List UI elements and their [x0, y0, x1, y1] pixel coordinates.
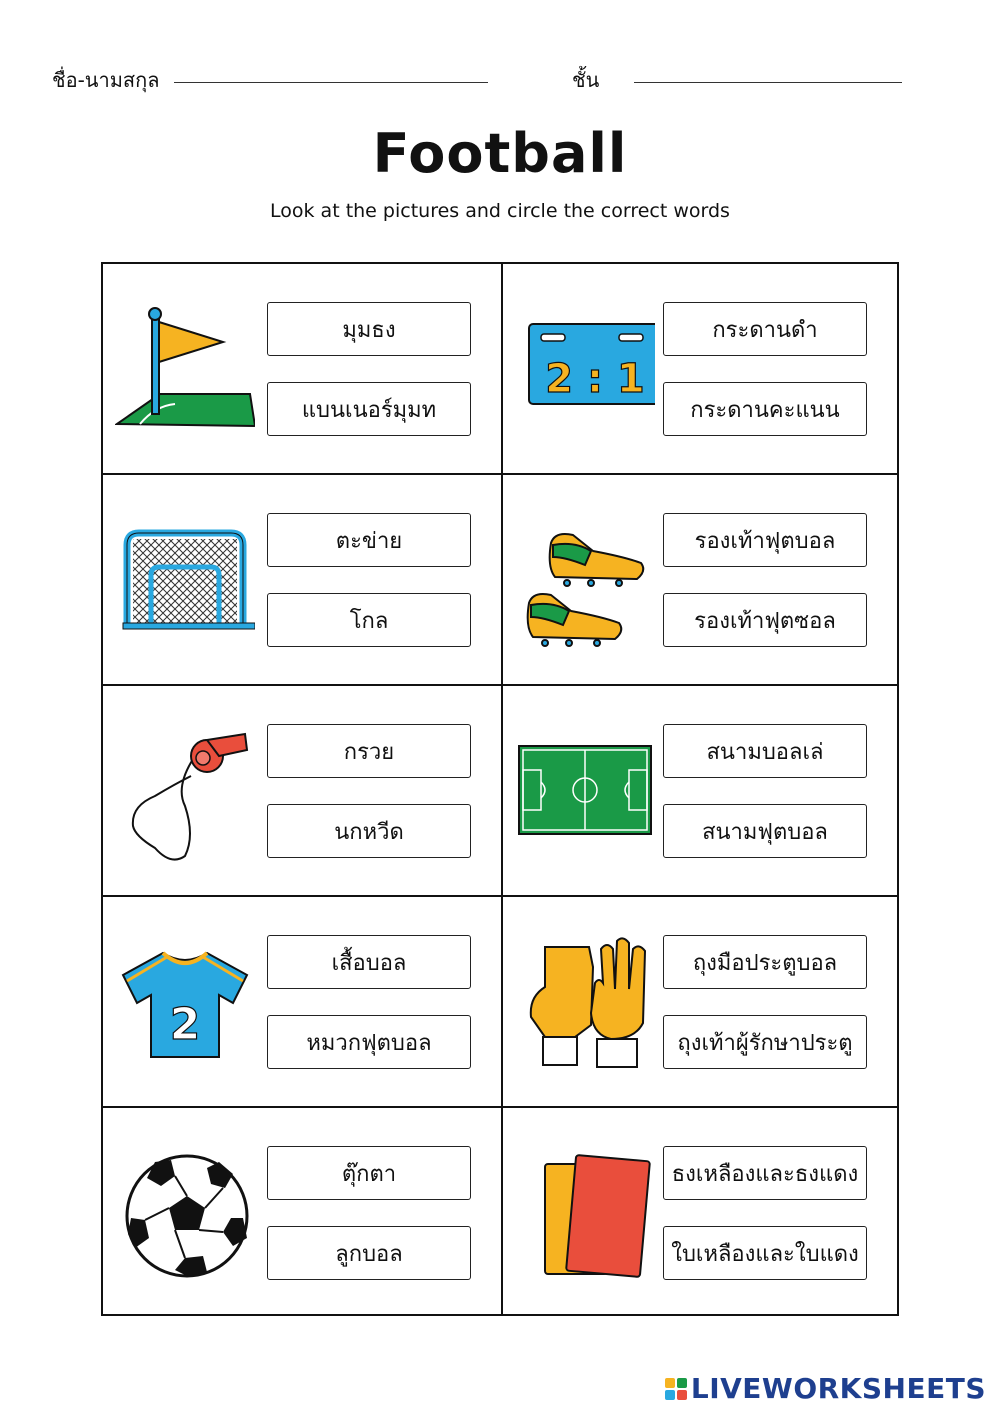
question-cell — [503, 475, 901, 685]
jersey-number: 2 — [169, 999, 201, 1050]
answer-option[interactable]: ตะข่าย — [267, 513, 471, 567]
logo-text: LIVEWORKSHEETS — [690, 1372, 986, 1405]
soccer-ball-icon — [115, 1138, 255, 1288]
football-pitch-icon — [515, 716, 655, 866]
logo-mark-icon — [665, 1378, 687, 1400]
answer-option[interactable]: สนามฟุตบอล — [663, 804, 867, 858]
football-boots-icon — [515, 505, 655, 655]
answer-option[interactable]: สนามบอลเล่ — [663, 724, 867, 778]
answer-option[interactable]: แบนเนอร์มุมท — [267, 382, 471, 436]
name-label: ชื่อ-นามสกุล — [52, 68, 160, 92]
page-title: Football — [372, 122, 628, 185]
goalkeeper-gloves-icon — [515, 927, 655, 1077]
answer-option[interactable]: ถุงมือประตูบอล — [663, 935, 867, 989]
class-line — [634, 82, 902, 83]
question-cell — [503, 1108, 901, 1318]
penalty-cards-icon — [515, 1138, 655, 1288]
liveworksheets-logo — [665, 1372, 986, 1405]
answer-option[interactable]: ถุงเท้าผู้รักษาประตู — [663, 1015, 867, 1069]
name-line — [174, 82, 488, 83]
question-cell — [503, 897, 901, 1107]
answer-option[interactable]: กระดานคะแนน — [663, 382, 867, 436]
answer-option[interactable]: กรวย — [267, 724, 471, 778]
answer-option[interactable]: ลูกบอล — [267, 1226, 471, 1280]
question-cell — [503, 686, 901, 896]
answer-option[interactable]: ตุ๊กตา — [267, 1146, 471, 1200]
question-cell — [103, 686, 501, 896]
answer-option[interactable]: มุมธง — [267, 302, 471, 356]
corner-flag-icon — [115, 294, 255, 444]
answer-option[interactable]: นกหวีด — [267, 804, 471, 858]
question-cell — [103, 475, 501, 685]
answer-option[interactable]: ธงเหลืองและธงแดง — [663, 1146, 867, 1200]
answer-option[interactable]: โกล — [267, 593, 471, 647]
answer-option[interactable]: เสื้อบอล — [267, 935, 471, 989]
answer-option[interactable]: หมวกฟุตบอล — [267, 1015, 471, 1069]
score-text: 2 : 1 — [545, 356, 645, 402]
scoreboard-icon — [515, 294, 655, 444]
instructions: Look at the pictures and circle the correct words — [270, 200, 730, 222]
answer-option[interactable]: รองเท้าฟุตบอล — [663, 513, 867, 567]
goal-net-icon — [115, 505, 255, 655]
answer-option[interactable]: รองเท้าฟุตซอล — [663, 593, 867, 647]
answer-option[interactable]: ใบเหลืองและใบแดง — [663, 1226, 867, 1280]
whistle-icon — [115, 716, 255, 866]
question-cell — [503, 264, 901, 474]
jersey-icon — [115, 927, 255, 1077]
question-cell — [103, 264, 501, 474]
question-cell — [103, 1108, 501, 1318]
answer-option[interactable]: กระดานดำ — [663, 302, 867, 356]
worksheet-grid — [101, 262, 899, 1316]
class-label: ชั้น — [572, 68, 600, 92]
question-cell — [103, 897, 501, 1107]
